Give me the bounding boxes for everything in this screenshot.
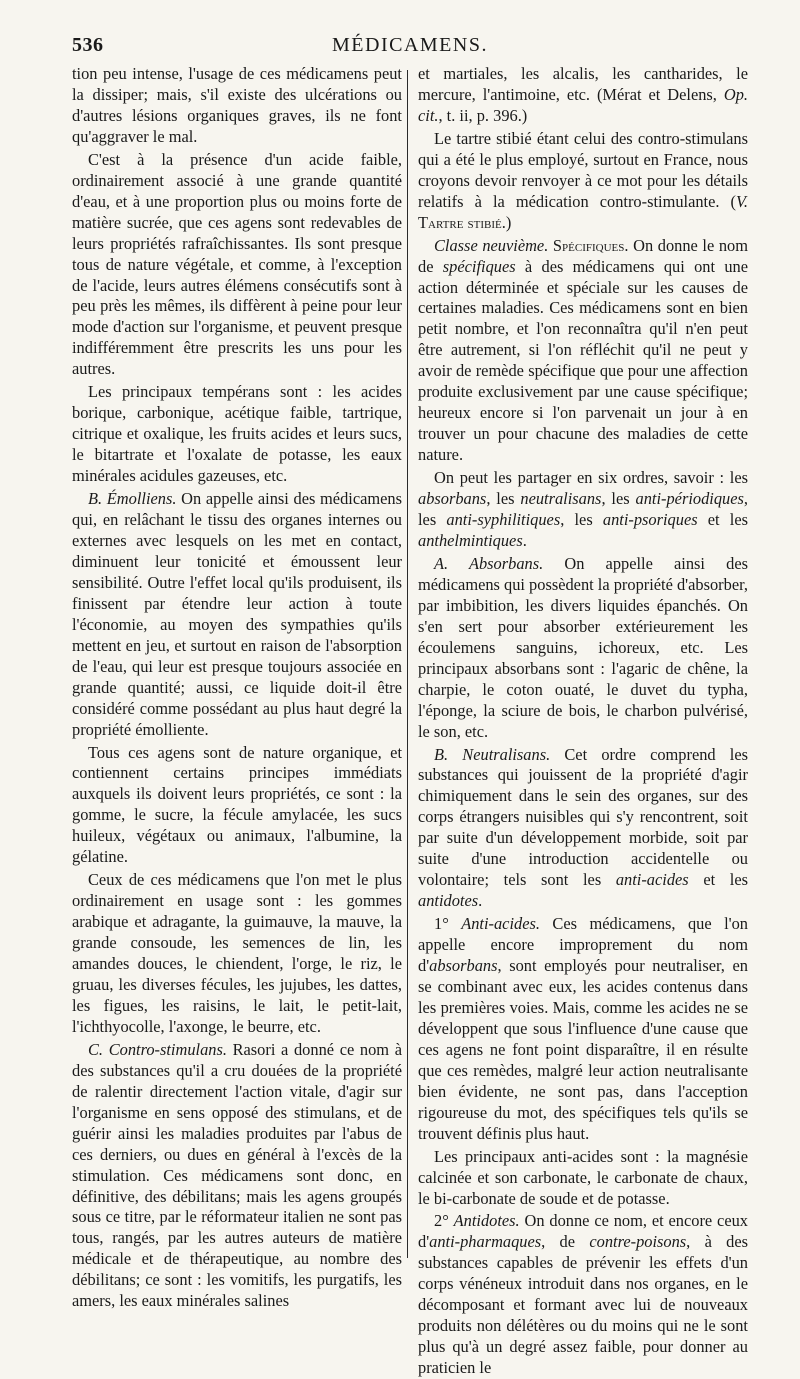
- emphasis: anti-psoriques: [602, 510, 698, 530]
- paragraph: [418, 236, 748, 466]
- text-run: et les: [697, 510, 748, 530]
- emphasis: absorbans: [429, 956, 498, 976]
- paragraph: [418, 914, 748, 1144]
- text-run: et les: [688, 870, 748, 890]
- text-run: , sont employés pour neutraliser, en se combinant avec eux, les acides contenus dans les premières voies. Mais, comme les acides ne se développent que sous l'influence d'une cause que ces agens ne font point disparaître, il en résulte que ces remèdes, malgré leur action neutralisante bien évidente, ne sont pas, dans l'acception rigoureuse du mot, des spécifiques tels qu'ils se trouvent définis plus haut.: [418, 956, 748, 1143]
- emphasis: absorbans: [418, 489, 487, 509]
- paragraph: tion peu intense, l'usage de ces médicamens peut la dissiper; mais, s'il existe des ulcérations ou d'autres lésions organiques graves, ils ne font qu'aggraver le mal.: [72, 64, 402, 146]
- paragraph: Les principaux tempérans sont : les acides borique, carbonique, acétique faible, tartrique, citrique et oxalique, les fruits acides et leurs sucs, le bitartrate et l'oxalate de potasse, les eaux minérales acidules gazeuses, etc.: [72, 382, 402, 486]
- paragraph: [72, 1040, 402, 1312]
- text-run: Cet ordre comprend les substances qui jouissent de la propriété d'agir chimiquement dans le sein des organes, sur des corps étrangers nuisibles qui s'y rencontrent, soit par suite d'un développement morbide, soit par suite d'une introduction accidentelle ou volontaire; tels sont les: [418, 744, 749, 890]
- column-divider: [407, 70, 408, 1258]
- section-heading: C. Contro-stimulans.: [88, 1039, 227, 1059]
- text-run: à des médicamens qui ont une action déterminée et spéciale sur les causes de certaines maladies. Ces médicamens sont en bien petit nombre, et l'on reconnaîtra qu'il n'en peut être autrement, si l'on réfléchit qu'il ne peut y avoir de remède spécifique que pour une affection produite exclusivement par une cause spécifique; heureux encore si l'on parvenait un jour à en trouver un pour chacune des maladies de cette nature.: [418, 256, 749, 465]
- citation: Op. cit.: [418, 84, 748, 125]
- paragraph: Tous ces agens sont de nature organique, et contiennent certains principes immédiats auxquels ils doivent leurs propriétés, ce sont : la gomme, le sucre, la fécule amylacée, les sucs huileux, végétaux ou animaux, l'albumine, la gélatine.: [72, 742, 402, 867]
- section-heading: B. Neutralisans.: [434, 744, 551, 764]
- text-run: .: [478, 891, 483, 911]
- emphasis: anti-pharmaques: [429, 1232, 542, 1252]
- section-heading: Antidotes.: [453, 1211, 520, 1231]
- cross-reference-term: Tartre stibié: [418, 212, 502, 232]
- paragraph: [418, 64, 748, 127]
- text-run: et martiales, les alcalis, les cantharides, le mercure, l'antimoine, etc. (Mérat et Delens,: [418, 64, 748, 104]
- page-header: [72, 34, 748, 64]
- text-run: .: [522, 530, 527, 550]
- paragraph: Les principaux anti-acides sont : la magnésie calcinée et son carbonate, le carbonate de chaux, le bi-carbonate de soude et de potasse.: [418, 1146, 748, 1208]
- section-heading: Anti-acides.: [461, 914, 540, 934]
- emphasis: contre-poisons: [589, 1232, 687, 1252]
- text-run: On donne ce nom, et encore ceux d': [418, 1211, 748, 1252]
- section-title: Spécifiques: [548, 235, 625, 255]
- paragraph-text: On appelle ainsi des médicamens qui, en relâchant le tissu des organes internes ou externes avec lesquels on les met en contact, diminuent leur tonicité et émoussent leur sensibilité. Outre l'effet local qu'ils produisent, ils finissent par étendre leur action à toute l'économie, au moyen des sympathies qu'ils mettent en jeu, et surtout en raison de l'absorption de l'eau, qui leur est presque toujours associée en grande quantité; aussi, ce liquide doit-il être considéré comme possédant au plus haut degré la propriété émolliente.: [72, 489, 402, 739]
- paragraph: C'est à la présence d'un acide faible, ordinairement associé à une grande quantité d'eau, et à une proportion plus ou moins forte de matière sucrée, que ces agens sont redevables de leurs propriétés rafraîchissantes. Ils sont presque tous de nature végétale, et comme, à l'exception de l'acide, leurs autres élémens consécutifs sont à peu près les mêmes, ils diffèrent à peine pour leur mode d'action sur l'organisme, et peuvent presque indifféremment être prescrits les uns pour les autres.: [72, 149, 402, 379]
- section-heading: A. Absorbans.: [434, 553, 544, 573]
- text-run: Le tartre stibié étant celui des contro-stimulans qui a été le plus employé, surtout en France, nous croyons devoir renvoyer à ce mot pour les détails relatifs à la médication contro-stimulante. (: [418, 128, 748, 211]
- paragraph-text: On appelle ainsi des médicamens qui possèdent la propriété d'absorber, par imbibition, les divers liquides épanchés. On s'en sert pour absorber extérieurement les écoulemens sanguins, ichoreux, etc. Les principaux absorbans sont : l'agaric de chêne, la charpie, le coton ouaté, le duvet du typha, l'éponge, la sciure de bois, le charbon pulvérisé, le son, etc.: [418, 553, 749, 741]
- text-run: 2°: [434, 1211, 454, 1231]
- text-run: , de: [541, 1232, 590, 1252]
- right-column: [418, 64, 748, 1379]
- text-run: , les: [560, 510, 603, 530]
- emphasis: anthelmintiques: [418, 530, 523, 550]
- paragraph: [418, 554, 748, 743]
- text-run: , les: [601, 489, 636, 509]
- paragraph: [72, 489, 402, 740]
- text-run: , les: [418, 489, 748, 530]
- paragraph: [418, 745, 748, 913]
- paragraph: [418, 468, 748, 552]
- emphasis: anti-périodiques: [635, 489, 744, 509]
- text-run: , les: [486, 489, 521, 509]
- running-title: MÉDICAMENS.: [332, 34, 488, 56]
- text-run: . On donne le nom de: [418, 235, 748, 276]
- text-run: .): [501, 212, 512, 232]
- emphasis: anti-syphilitiques: [446, 510, 561, 530]
- emphasis: anti-acides: [615, 870, 689, 890]
- text-run: , t. ii, p. 396.): [438, 105, 528, 125]
- cross-reference: V.: [736, 191, 748, 211]
- text-run: 1°: [434, 914, 462, 934]
- text-run: On peut les partager en six ordres, savoir : les: [434, 468, 748, 488]
- section-heading: B. Émolliens.: [88, 489, 177, 509]
- paragraph: [418, 129, 748, 234]
- left-column: [72, 64, 402, 1312]
- section-heading: Classe neuvième.: [434, 235, 549, 255]
- text-run: , à des substances capables de prévenir les effets d'un corps vénéneux introduit dans nos organes, en le décomposant et formant avec lui de nouveaux produits non délétères ou du moins qui ne le sont plus qu'à un degré assez faible, pour donner au praticien le: [418, 1232, 749, 1378]
- emphasis: spécifiques: [442, 256, 516, 276]
- page-number: 536: [72, 34, 104, 56]
- emphasis: antidotes: [418, 891, 479, 911]
- paragraph: Ceux de ces médicamens que l'on met le plus ordinairement en usage sont : les gommes arabique et adragante, la guimauve, la mauve, la grande consoude, les semences de lin, les amandes douces, le chiendent, l'orge, le riz, le gruau, les diverses fécules, les jujubes, les dattes, les figues, les raisins, le lait, le petit-lait, l'ichthyocolle, l'axonge, le beurre, etc.: [72, 870, 402, 1036]
- paragraph-text: Rasori a donné ce nom à des substances qu'il a cru douées de la propriété de ralentir directement l'action vitale, d'agir sur l'organisme en sens opposé des stimulans, et de guérir ainsi les maladies produites par l'abus de ces derniers, ou dues en général à l'excès de la stimulation. Ces médicamens sont donc, en définitive, des débilitans; mais les agens groupés sous ce titre, par le réformateur italien ne sont pas tous, rangés, par les autres auteurs de matière médicale et de thérapeutique, au nombre des débilitans; ce sont : les vomitifs, les purgatifs, les amers, les eaux minérales salines: [72, 1039, 402, 1311]
- text-run: Ces médicamens, que l'on appelle encore improprement du nom d': [418, 914, 748, 976]
- emphasis: neutralisans: [520, 489, 602, 509]
- paragraph: [418, 1211, 748, 1379]
